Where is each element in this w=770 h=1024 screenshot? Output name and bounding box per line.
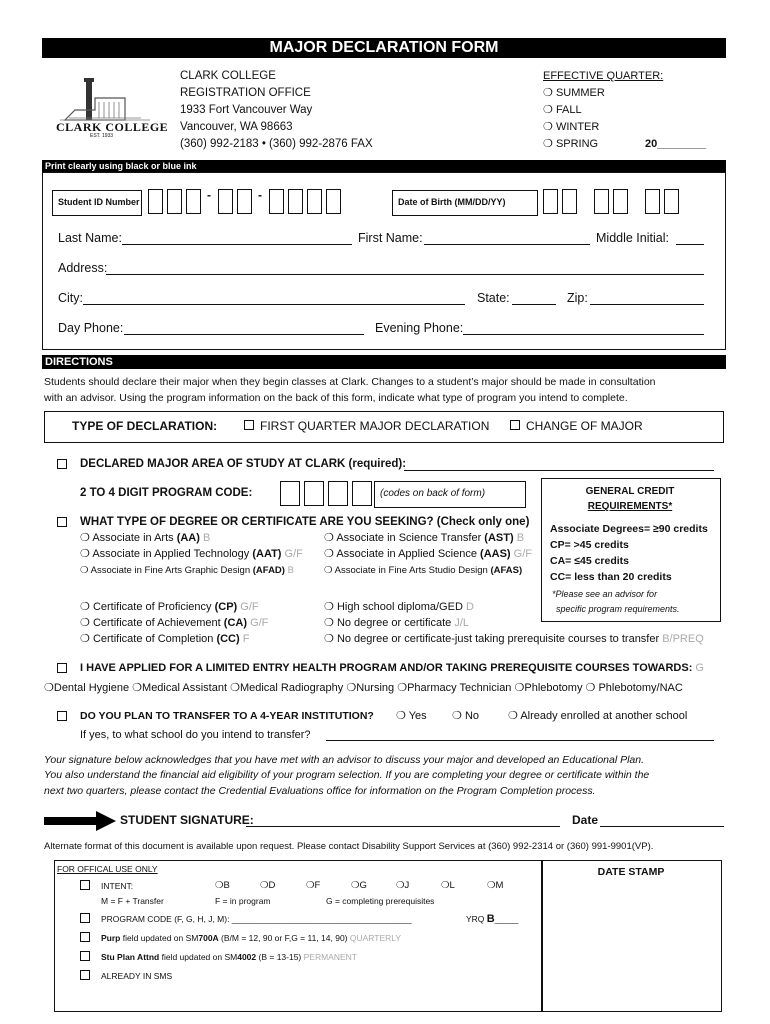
college-line: CLARK COLLEGE [180, 70, 276, 82]
dob-label: Date of Birth (MM/DD/YY) [398, 197, 506, 207]
id-digit-cell[interactable] [326, 189, 341, 214]
college-line: REGISTRATION OFFICE [180, 87, 311, 99]
degree-question [80, 516, 529, 529]
radio-icon[interactable]: ❍ [585, 682, 596, 694]
year-field[interactable]: 20________ [645, 138, 707, 150]
option-prereq-transfer[interactable]: ❍ No degree or certificate-just taking prerequisite courses to transfer B/PREQ [324, 633, 704, 645]
quarter-option-winter[interactable] [543, 121, 599, 134]
id-digit-cell[interactable] [186, 189, 201, 214]
radio-icon[interactable]: ❍ [508, 710, 518, 722]
health-options[interactable]: ❍Dental Hygiene ❍Medical Assistant ❍Medical Radiography ❍Nursing ❍Pharmacy Technician ❍Phlebotomy ❍ Phlebotomy/NAC [44, 682, 683, 694]
dob-label-box [392, 190, 538, 216]
dob-digit-cell[interactable] [543, 189, 558, 214]
program-code-cell[interactable] [304, 481, 324, 506]
credit-note: specific program requirements. [556, 604, 680, 614]
id-digit-cell[interactable] [269, 189, 284, 214]
logo-est: EST. 1933 [90, 133, 114, 139]
declared-major-field[interactable] [404, 470, 714, 471]
quarter-label: SUMMER [555, 87, 605, 99]
transfer-enrolled[interactable]: ❍ Already enrolled at another school [508, 710, 688, 722]
health-program-checkbox[interactable] [57, 663, 67, 673]
quarter-option-summer[interactable] [543, 87, 605, 100]
state-field[interactable] [512, 304, 556, 305]
intent-option[interactable]: ❍G [351, 880, 367, 891]
stu-plan-checkbox[interactable] [80, 951, 90, 961]
last-name-label: Last Name: [58, 231, 122, 245]
college-line: (360) 992-2183 • (360) 992-2876 FAX [180, 138, 373, 150]
intent-option[interactable]: ❍M [487, 880, 504, 891]
dob-digit-cell[interactable] [664, 189, 679, 214]
signature-label: STUDENT SIGNATURE: [120, 813, 254, 827]
radio-icon[interactable]: ❍ [452, 710, 462, 722]
quarter-label: SPRING [555, 138, 599, 150]
radio-icon: ❍ [351, 880, 360, 891]
id-dash: - [207, 188, 211, 202]
credit-line: CP= >45 credits [550, 539, 629, 551]
date-stamp-label: DATE STAMP [597, 866, 665, 878]
effective-quarter-label: EFFECTIVE QUARTER: [543, 70, 664, 82]
signature-field[interactable] [246, 826, 560, 827]
acknowledge-text: Your signature below acknowledges that you have met with an advisor to discuss your major and developed an Educational Plan. [44, 754, 645, 766]
evening-phone-label: Evening Phone: [375, 321, 464, 335]
last-name-field[interactable] [122, 244, 352, 245]
quarter-label: WINTER [555, 121, 600, 133]
date-label: Date [572, 813, 599, 827]
degree-checkbox[interactable] [57, 517, 67, 527]
degree-option-afad[interactable]: ❍ Associate in Fine Arts Graphic Design (AFAD) B [80, 565, 294, 576]
college-line: Vancouver, WA 98663 [180, 121, 293, 133]
directions-text: Students should declare their major when they begin classes at Clark. Changes to a student’s major should be made in consultation [44, 376, 656, 388]
intent-option[interactable]: ❍D [260, 880, 276, 891]
intent-legend: M = F + Transfer [101, 896, 164, 906]
intent-label: INTENT: [101, 881, 134, 891]
radio-icon[interactable]: ❍ [324, 565, 333, 576]
acknowledge-text: next two quarters, please contact the Credential Evaluations office for information on the Program Completion process. [44, 785, 596, 797]
dob-digit-cell[interactable] [562, 189, 577, 214]
degree-option-ast[interactable]: ❍ Associate in Science Transfer (AST) B [324, 532, 525, 544]
radio-icon[interactable]: ❍ [543, 104, 553, 116]
credit-line: CA= ≤45 credits [550, 555, 630, 567]
directions-bar [42, 355, 726, 369]
type-of-declaration-label: TYPE OF DECLARATION: [72, 419, 218, 433]
radio-icon[interactable]: ❍ [80, 617, 90, 629]
office-heading: FOR OFFICAL USE ONLY [57, 864, 158, 874]
purp-label: Purp field updated on SM700A (B/M = 12, 90 or F,G = 11, 14, 90) QUARTERLY [101, 933, 402, 943]
credit-title: REQUIREMENTS* [587, 501, 673, 512]
address-field[interactable] [106, 274, 704, 275]
program-code-note: (codes on back of form) [380, 488, 486, 499]
radio-icon[interactable]: ❍ [230, 682, 240, 694]
quarter-label: FALL [555, 104, 582, 116]
radio-icon[interactable]: ❍ [324, 532, 334, 544]
credit-line: CC= less than 20 credits [550, 571, 672, 583]
intent-legend: F = in program [215, 896, 271, 906]
stu-plan-label: Stu Plan Attnd field updated on SM4002 (B = 13-15) PERMANENT [101, 952, 357, 962]
id-digit-cell[interactable] [218, 189, 233, 214]
already-in-sms-label: ALREADY IN SMS [101, 971, 173, 981]
radio-icon: ❍ [487, 880, 496, 891]
degree-question-note: (Check only one) [436, 516, 530, 528]
option-hs-diploma[interactable]: ❍ High school diploma/GED D [324, 601, 474, 613]
first-quarter-checkbox[interactable] [244, 420, 254, 430]
degree-option-afas[interactable]: ❍ Associate in Fine Arts Studio Design (AFAS) [324, 565, 523, 576]
program-code-office-checkbox[interactable] [80, 913, 90, 923]
radio-icon[interactable]: ❍ [324, 548, 334, 560]
already-in-sms-checkbox[interactable] [80, 970, 90, 980]
radio-icon[interactable]: ❍ [324, 601, 334, 613]
credit-note: *Please see an advisor for [552, 589, 658, 599]
intent-checkbox[interactable] [80, 880, 90, 890]
radio-icon: ❍ [441, 880, 450, 891]
directions-text: with an advisor. Using the program information on the back of this form, indicate what type of program you intend to complete. [44, 392, 628, 404]
id-digit-cell[interactable] [237, 189, 252, 214]
radio-icon[interactable]: ❍ [397, 682, 408, 694]
alternate-format: Alternate format of this document is available upon request. Please contact Disability Support Services at (360) 992-2314 or (360) 991-9901(VP). [44, 841, 654, 852]
degree-option-aa[interactable]: ❍ Associate in Arts (AA) B [80, 532, 211, 544]
credit-line: Associate Degrees= ≥90 credits [550, 523, 708, 535]
radio-icon[interactable]: ❍ [132, 682, 143, 694]
city-field[interactable] [83, 304, 465, 305]
radio-icon[interactable]: ❍ [80, 633, 90, 645]
radio-icon[interactable]: ❍ [543, 121, 553, 133]
intent-legend: G = completing prerequisites [326, 896, 435, 906]
college-line: 1933 Fort Vancouver Way [180, 104, 313, 116]
program-code-cell[interactable] [280, 481, 300, 506]
radio-icon[interactable]: ❍ [80, 532, 90, 544]
print-note: Print clearly using black or blue ink [45, 161, 197, 171]
radio-icon: ❍ [260, 880, 269, 891]
id-digit-cell[interactable] [307, 189, 322, 214]
option-no-degree[interactable]: ❍ No degree or certificate J/L [324, 617, 470, 629]
radio-icon[interactable]: ❍ [346, 682, 357, 694]
radio-icon[interactable]: ❍ [514, 682, 525, 694]
city-label: City: [58, 291, 83, 305]
degree-question-text: WHAT TYPE OF DEGREE OR CERTIFICATE ARE YOU SEEKING? [80, 516, 434, 528]
state-label: State: [477, 291, 510, 305]
acknowledge-text: You also understand the financial aid eligibility of your program selection. If you are completing your degree or certificate within the [44, 769, 650, 781]
directions-heading: DIRECTIONS [45, 356, 113, 368]
quarter-option-fall[interactable] [543, 104, 582, 117]
radio-icon[interactable]: ❍ [80, 548, 90, 560]
radio-icon[interactable]: ❍ [324, 617, 334, 629]
id-digit-cell[interactable] [148, 189, 163, 214]
intent-option[interactable]: ❍B [215, 880, 230, 891]
dob-digit-cell[interactable] [613, 189, 628, 214]
id-digit-cell[interactable] [167, 189, 182, 214]
program-code-label: 2 TO 4 DIGIT PROGRAM CODE: [80, 487, 253, 499]
transfer-school-field[interactable] [326, 740, 714, 741]
logo-name: CLARK COLLEGE [56, 120, 169, 134]
date-stamp-divider [541, 860, 543, 1012]
change-of-major-checkbox[interactable] [510, 420, 520, 430]
radio-icon[interactable]: ❍ [44, 682, 54, 694]
program-code-cell[interactable] [328, 481, 348, 506]
cert-option-cp[interactable]: ❍ Certificate of Proficiency (CP) G/F [80, 601, 259, 613]
radio-icon[interactable]: ❍ [324, 633, 334, 645]
arrow-icon [44, 811, 116, 836]
first-quarter-label: FIRST QUARTER MAJOR DECLARATION [260, 419, 490, 433]
intent-option[interactable]: ❍F [306, 880, 321, 891]
quarter-option-spring[interactable] [543, 138, 598, 151]
purp-checkbox[interactable] [80, 932, 90, 942]
radio-icon[interactable]: ❍ [80, 565, 89, 576]
transfer-yes[interactable]: ❍ Yes [396, 710, 427, 722]
transfer-label: DO YOU PLAN TO TRANSFER TO A 4-YEAR INSTITUTION? [80, 710, 374, 722]
cert-option-ca[interactable]: ❍ Certificate of Achievement (CA) G/F [80, 617, 269, 629]
id-dash: - [258, 188, 262, 202]
degree-option-aas[interactable]: ❍ Associate in Applied Science (AAS) G/F [324, 548, 532, 560]
cert-option-cc[interactable]: ❍ Certificate of Completion (CC) F [80, 633, 250, 645]
address-label: Address: [58, 261, 108, 275]
student-id-label: Student ID Number [58, 197, 140, 207]
program-code-office-label: PROGRAM CODE (F, G, H, J, M): ______________________________________ [101, 914, 412, 924]
declared-major-checkbox[interactable] [57, 459, 67, 469]
intent-option[interactable]: ❍L [441, 880, 455, 891]
radio-icon[interactable]: ❍ [80, 601, 90, 613]
yrq-field[interactable]: YRQ B_____ [466, 913, 519, 925]
dob-digit-cell[interactable] [594, 189, 609, 214]
health-program-label: I HAVE APPLIED FOR A LIMITED ENTRY HEALTH PROGRAM AND/OR TAKING PREREQUISITE COURSES TOWARDS: G [80, 662, 704, 674]
day-phone-field[interactable] [124, 334, 364, 335]
radio-icon: ❍ [396, 880, 405, 891]
radio-icon[interactable]: ❍ [396, 710, 406, 722]
middle-initial-field[interactable] [676, 244, 704, 245]
transfer-no[interactable]: ❍ No [452, 710, 479, 722]
radio-icon[interactable]: ❍ [543, 138, 553, 150]
first-name-label: First Name: [358, 231, 423, 245]
zip-field[interactable] [590, 304, 704, 305]
radio-icon[interactable]: ❍ [543, 87, 553, 99]
radio-icon: ❍ [215, 880, 224, 891]
change-of-major-label: CHANGE OF MAJOR [526, 419, 643, 433]
program-code-note-box [374, 481, 526, 508]
program-code-cell[interactable] [352, 481, 372, 506]
degree-option-aat[interactable]: ❍ Associate in Applied Technology (AAT) G/F [80, 548, 303, 560]
declared-major-label: DECLARED MAJOR AREA OF STUDY AT CLARK (required): [80, 458, 407, 470]
transfer-checkbox[interactable] [57, 711, 67, 721]
intent-option[interactable]: ❍J [396, 880, 410, 891]
radio-icon: ❍ [306, 880, 315, 891]
dob-digit-cell[interactable] [645, 189, 660, 214]
first-name-field[interactable] [424, 244, 590, 245]
middle-initial-label: Middle Initial: [596, 231, 669, 245]
credit-title: GENERAL CREDIT [585, 486, 675, 497]
zip-label: Zip: [567, 291, 588, 305]
transfer-school-label: If yes, to what school do you intend to transfer? [80, 729, 311, 741]
date-field[interactable] [600, 826, 724, 827]
day-phone-label: Day Phone: [58, 321, 124, 335]
id-digit-cell[interactable] [288, 189, 303, 214]
evening-phone-field[interactable] [463, 334, 704, 335]
form-title: MAJOR DECLARATION FORM [269, 39, 499, 56]
